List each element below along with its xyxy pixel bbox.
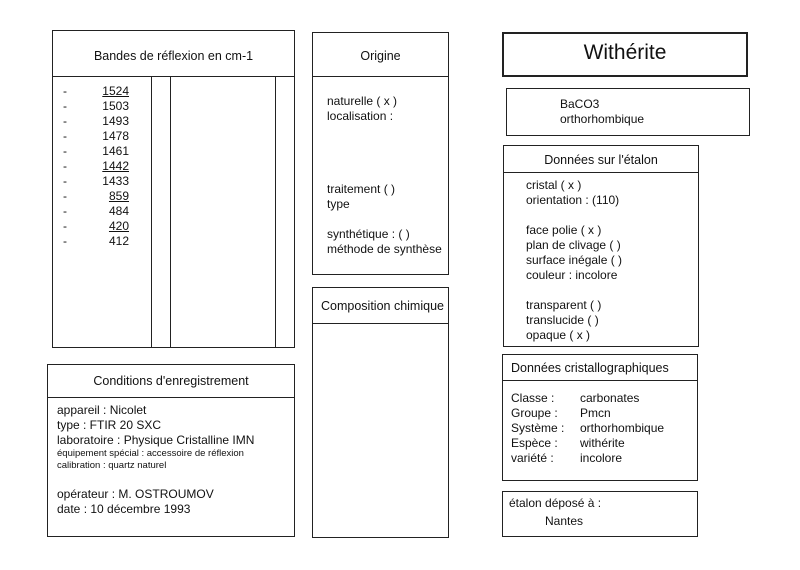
band-row [63, 129, 129, 144]
conditions-title: Conditions d'enregistrement [48, 365, 294, 398]
crystallo-row [511, 406, 664, 421]
transparent-field: transparent ( ) [526, 298, 602, 312]
band-row [63, 234, 129, 249]
band-value: 1442 [102, 159, 129, 173]
laboratoire-field: laboratoire : Physique Cristalline IMN [57, 433, 255, 447]
sample-title: Données sur l'étalon [504, 146, 698, 173]
composition-title: Composition chimique [313, 288, 448, 324]
plan-clivage-field: plan de clivage ( ) [526, 238, 621, 252]
crystallo-row [511, 421, 664, 436]
band-value: 1433 [102, 174, 129, 188]
band-dash: - [63, 219, 67, 233]
type-field: type : FTIR 20 SXC [57, 418, 162, 432]
band-row [63, 219, 129, 234]
translucide-field: translucide ( ) [526, 313, 599, 327]
band-row [63, 159, 129, 174]
band-value: 412 [108, 234, 129, 248]
crystallo-value: incolore [580, 451, 623, 465]
band-value: 1461 [102, 144, 129, 158]
band-value: 484 [108, 204, 129, 218]
crystallo-label: Système : [511, 421, 565, 435]
bands-column-divider-1 [151, 77, 152, 347]
crystallo-row [511, 451, 664, 466]
band-dash: - [63, 129, 67, 143]
band-dash: - [63, 234, 67, 248]
composition-panel [312, 287, 449, 538]
band-row [63, 99, 129, 114]
crystallo-label: Groupe : [511, 406, 558, 420]
band-dash: - [63, 114, 67, 128]
mineral-name: Withérite [583, 41, 667, 64]
calibration-field: calibration : quartz naturel [57, 460, 167, 471]
date-field: date : 10 décembre 1993 [57, 502, 191, 516]
naturelle-field: naturelle ( x ) [327, 94, 398, 108]
crystallo-value: Pmcn [580, 406, 611, 420]
band-dash: - [63, 99, 67, 113]
crystallographic-title: Données cristallographiques [503, 355, 697, 381]
couleur-field: couleur : incolore [526, 268, 618, 282]
bands-column-divider-2 [170, 77, 171, 347]
synthetique-field: synthétique : ( ) [327, 227, 410, 241]
band-dash: - [63, 159, 67, 173]
sample-panel [503, 145, 699, 347]
deposit-panel [502, 491, 698, 537]
bands-panel [52, 30, 295, 348]
band-value: 859 [108, 189, 129, 203]
spacer [526, 208, 622, 223]
mineral-name-box [502, 32, 748, 77]
type-field: type [327, 197, 350, 211]
band-value: 1478 [102, 129, 129, 143]
spacer [57, 472, 254, 487]
spacer [526, 283, 622, 298]
bands-list [63, 84, 129, 249]
conditions-panel [47, 364, 295, 537]
localisation-field: localisation : [327, 109, 394, 123]
sample-details [526, 178, 622, 343]
surface-inegale-field: surface inégale ( ) [526, 253, 623, 267]
crystallo-value: orthorhombique [580, 421, 665, 435]
band-dash: - [63, 204, 67, 218]
deposit-place: Nantes [545, 514, 584, 528]
band-dash: - [63, 144, 67, 158]
origin-panel [312, 32, 449, 275]
traitement-field: traitement ( ) [327, 182, 396, 196]
band-value: 1503 [102, 99, 129, 113]
crystallo-row [511, 436, 664, 451]
crystallo-label: variété : [511, 451, 554, 465]
crystallographic-details [511, 391, 664, 466]
crystallographic-panel [502, 354, 698, 481]
opaque-field: opaque ( x ) [526, 328, 591, 342]
crystallo-row [511, 391, 664, 406]
synthesis-details [327, 227, 442, 257]
face-polie-field: face polie ( x ) [526, 223, 602, 237]
band-dash: - [63, 189, 67, 203]
origin-title: Origine [313, 33, 448, 77]
band-row [63, 189, 129, 204]
bands-column-divider-3 [275, 77, 276, 347]
equipement-field: équipement spécial : accessoire de réflexion [57, 448, 244, 459]
band-row [63, 114, 129, 129]
formula-details [560, 97, 644, 127]
formula-box [506, 88, 750, 136]
origin-details [327, 94, 397, 124]
orientation-field: orientation : (110) [526, 193, 620, 207]
crystal-system: orthorhombique [560, 112, 645, 126]
crystallo-value: withérite [580, 436, 625, 450]
band-row [63, 204, 129, 219]
conditions-details [57, 403, 254, 517]
treatment-details [327, 182, 395, 212]
band-dash: - [63, 84, 67, 98]
crystallo-value: carbonates [580, 391, 640, 405]
bands-title: Bandes de réflexion en cm-1 [53, 31, 294, 77]
band-row [63, 174, 129, 189]
band-row [63, 144, 129, 159]
chemical-formula: BaCO3 [560, 97, 600, 111]
appareil-field: appareil : Nicolet [57, 403, 147, 417]
deposit-label: étalon déposé à : [509, 496, 602, 510]
band-value: 1493 [102, 114, 129, 128]
crystallo-label: Espèce : [511, 436, 558, 450]
band-dash: - [63, 174, 67, 188]
cristal-field: cristal ( x ) [526, 178, 582, 192]
band-value: 420 [108, 219, 129, 233]
band-value: 1524 [102, 84, 129, 98]
methode-field: méthode de synthèse [327, 242, 442, 256]
band-row [63, 84, 129, 99]
deposit-details [509, 496, 601, 529]
crystallo-label: Classe : [511, 391, 555, 405]
operateur-field: opérateur : M. OSTROUMOV [57, 487, 214, 501]
